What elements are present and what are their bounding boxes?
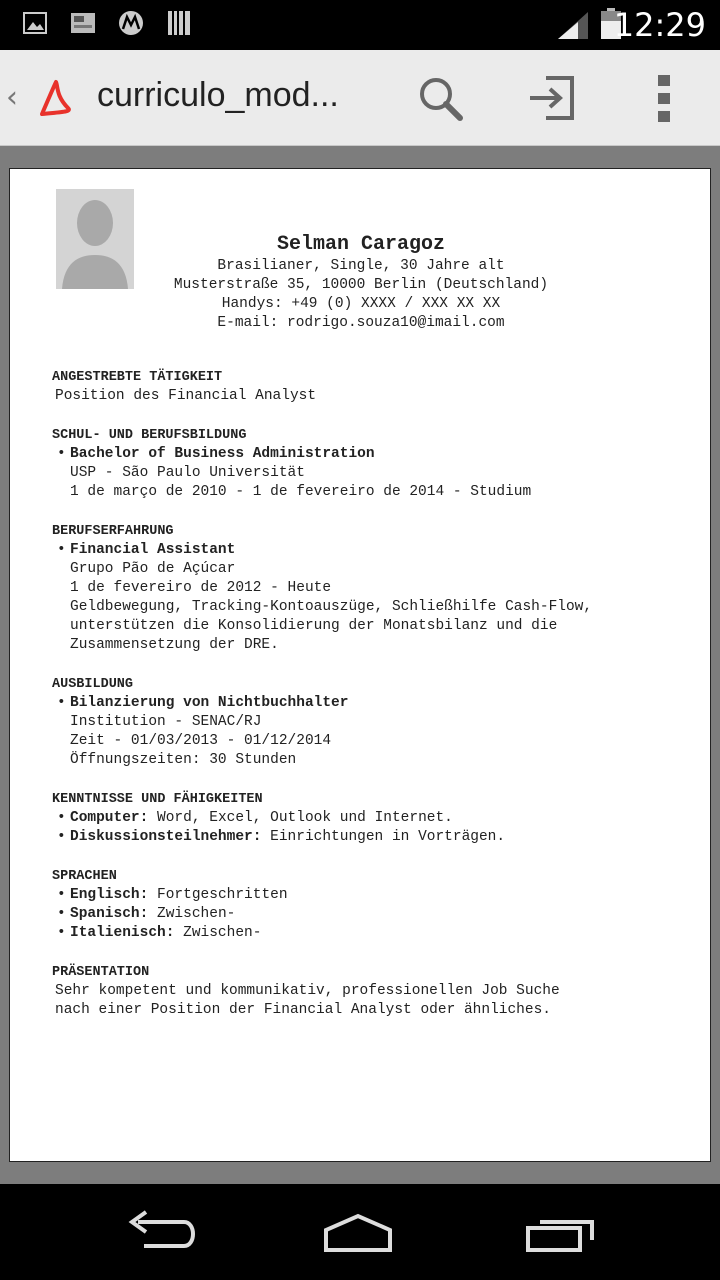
bullet: • (57, 887, 66, 903)
home-icon[interactable] (322, 1210, 394, 1254)
bullet: • (57, 829, 66, 845)
cv-personal-info: Brasilianer, Single, 30 Jahre alt (217, 258, 505, 274)
bullet: • (57, 542, 66, 558)
bullet: • (57, 810, 66, 826)
document-title: curriculo_mod... (97, 76, 339, 114)
pdf-viewer[interactable] (0, 146, 720, 1184)
signal-icon (556, 10, 590, 40)
language-level: Zwischen- (148, 906, 236, 922)
back-icon[interactable] (124, 1210, 196, 1254)
cv-email: E-mail: rodrigo.souza10@imail.com (217, 315, 505, 331)
experience-description: unterstützen die Konsolidierung der Monatsbilanz und die (70, 618, 558, 634)
cv-phone: Handys: +49 (0) XXXX / XXX XX XX (221, 296, 501, 312)
language-level: Zwischen- (174, 925, 262, 941)
barcode-icon (166, 10, 192, 36)
pdf-page[interactable] (9, 168, 711, 1162)
section-title-languages: SPRACHEN (52, 869, 117, 884)
cv-body (52, 368, 692, 1020)
presentation-text: Sehr kompetent und kommunikativ, professionellen Job Suche (55, 983, 560, 999)
language-label: Italienisch: (70, 925, 175, 941)
section-title-education: SCHUL- UND BERUFSBILDUNG (52, 428, 247, 443)
list-item (52, 924, 692, 943)
system-icons (556, 8, 622, 40)
overflow-menu-icon[interactable] (636, 70, 692, 126)
training-institution: Institution - SENAC/RJ (70, 714, 262, 730)
cv-address: Musterstraße 35, 10000 Berlin (Deutschland) (173, 277, 549, 293)
presentation-text: nach einer Position der Financial Analyst oder ähnliches. (55, 1002, 551, 1018)
skill-value: Einrichtungen in Vorträgen. (261, 829, 506, 845)
section-title-presentation: PRÄSENTATION (52, 965, 150, 980)
list-item (52, 445, 692, 464)
goal-text: Position des Financial Analyst (55, 388, 317, 404)
list-item (52, 541, 692, 560)
experience-company: Grupo Pão de Açúcar (70, 561, 236, 577)
experience-role: Financial Assistant (70, 542, 236, 558)
bullet: • (57, 906, 66, 922)
training-dates: Zeit - 01/03/2013 - 01/12/2014 (70, 733, 332, 749)
training-hours: Öffnungszeiten: 30 Stunden (70, 752, 297, 768)
experience-description: Geldbewegung, Tracking-Kontoauszüge, Schließhilfe Cash-Flow, (70, 599, 593, 615)
list-item (52, 809, 692, 828)
cv-header (10, 233, 712, 333)
experience-description: Zusammensetzung der DRE. (70, 637, 279, 653)
recent-apps-icon[interactable] (524, 1210, 596, 1254)
bullet: • (57, 446, 66, 462)
list-item (52, 828, 692, 847)
export-icon[interactable] (524, 70, 580, 126)
education-dates: 1 de março de 2010 - 1 de fevereiro de 2014 - Studium (70, 484, 532, 500)
education-school: USP - São Paulo Universität (70, 465, 305, 481)
list-item (52, 905, 692, 924)
list-item (52, 694, 692, 713)
list-item (52, 886, 692, 905)
image-icon (22, 10, 48, 36)
pdf-icon[interactable] (34, 78, 78, 120)
section-title-experience: BERUFSERFAHRUNG (52, 524, 174, 539)
cv-name: Selman Caragoz (276, 233, 446, 256)
navigation-bar (0, 1184, 720, 1280)
education-degree: Bachelor of Business Administration (70, 446, 375, 462)
language-label: Englisch: (70, 887, 149, 903)
section-title-goal: ANGESTREBTE TÄTIGKEIT (52, 370, 223, 385)
language-label: Spanisch: (70, 906, 149, 922)
training-course: Bilanzierung von Nichtbuchhalter (70, 695, 349, 711)
motorola-icon (118, 10, 144, 36)
experience-dates: 1 de fevereiro de 2012 - Heute (70, 580, 332, 596)
bullet: • (57, 925, 66, 941)
status-bar (0, 0, 720, 50)
skill-label: Diskussionsteilnehmer: (70, 829, 262, 845)
notification-icons (22, 10, 192, 36)
action-bar (0, 50, 720, 146)
section-title-skills: KENNTNISSE UND FÄHIGKEITEN (52, 792, 263, 807)
bullet: • (57, 695, 66, 711)
up-chevron-icon[interactable]: ‹ (6, 80, 18, 115)
language-level: Fortgeschritten (148, 887, 288, 903)
skill-value: Word, Excel, Outlook und Internet. (148, 810, 453, 826)
skill-label: Computer: (70, 810, 149, 826)
clock: 12:29 (613, 6, 706, 44)
search-icon[interactable] (412, 70, 468, 126)
card-icon (70, 10, 96, 36)
section-title-training: AUSBILDUNG (52, 677, 134, 692)
